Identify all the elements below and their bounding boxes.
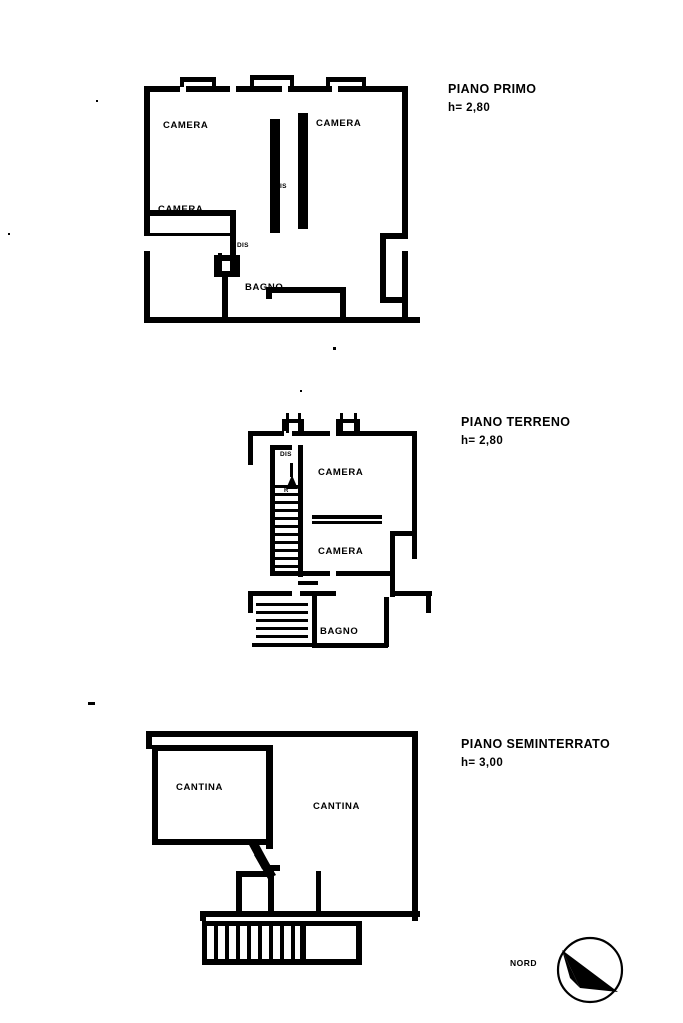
room-label-camera: CAMERA [318,467,364,478]
scan-speck [300,390,302,392]
room-label-camera: CAMERA [158,204,204,215]
room-label-cantina: CANTINA [176,782,223,793]
piano-seminterrato-title: PIANO SEMINTERRATO [461,737,611,751]
room-label-dis: DIS [237,242,249,249]
room-label-bagno: BAGNO [320,626,359,637]
piano-seminterrato-drawing [140,715,440,975]
piano-primo-title: PIANO PRIMO [448,82,537,96]
room-label-r: R [284,488,289,494]
floor-plan-piano-seminterrato [140,715,440,975]
legend-piano-seminterrato [461,735,610,772]
compass-drawing [540,930,660,1010]
legend-piano-terreno [461,413,570,450]
floor-plan-piano-terreno [240,405,440,665]
room-label-camera: CAMERA [316,118,362,129]
scan-speck [88,702,95,705]
piano-terreno-title: PIANO TERRENO [461,415,571,429]
floor-plan-piano-primo [130,55,430,345]
piano-primo-height: h= 2,80 [448,102,491,115]
room-label-dis: DIS [275,183,287,190]
piano-terreno-height: h= 2,80 [461,435,504,448]
piano-seminterrato-height: h= 3,00 [461,757,504,770]
scan-speck [96,100,98,102]
room-label-camera: CAMERA [318,546,364,557]
legend-piano-primo [448,80,536,117]
compass-north-label: NORD [510,958,538,968]
scan-speck [333,347,336,350]
piano-primo-drawing [130,55,430,345]
room-label-cantina: CANTINA [313,801,360,812]
room-label-bagno: BAGNO [245,282,284,293]
scan-speck [8,233,10,235]
room-label-dis: DIS [280,451,292,458]
compass-rose [510,930,660,1010]
room-label-camera: CAMERA [163,120,209,131]
